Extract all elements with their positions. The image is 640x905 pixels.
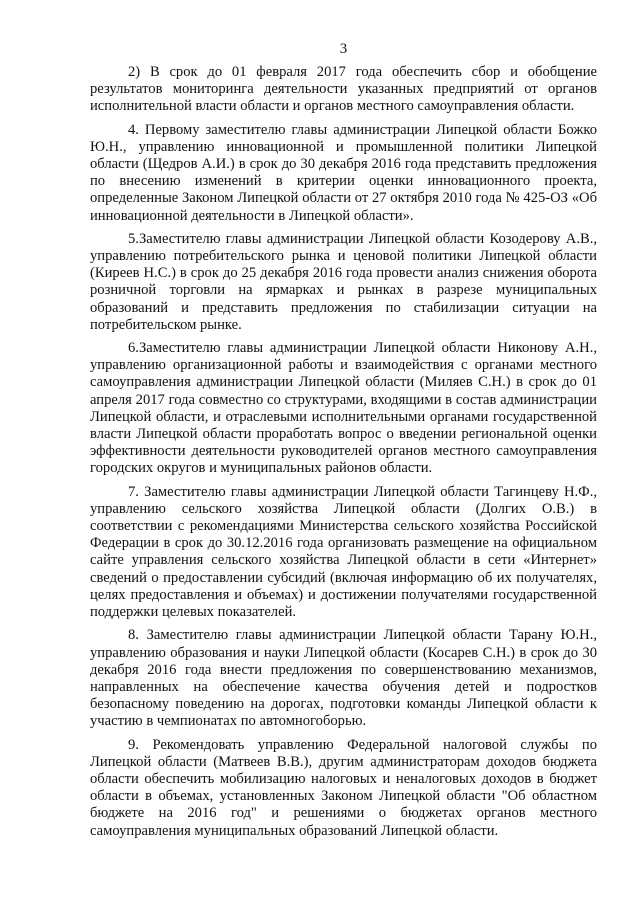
page-number: 3 [339, 41, 348, 57]
paragraph-item-2-subpoint: 2) В срок до 01 февраля 2017 года обеспечить сбор и обобщение результатов мониторинга деятельности указанных предприятий от органов исполнительной власти области и органов местного самоуправления области. [90, 64, 597, 115]
paragraph-item-5: 5.Заместителю главы администрации Липецкой области Козодерову А.В., управлению потребительского рынка и ценовой политики Липецкой области (Киреев Н.С.) в срок до 25 декабря 2016 года провести анализ снижения оборота розничной торговли на ярмарках и рынках в разрезе муниципальных образований и представить предложения по стабилизации ситуации на потребительском рынке. [90, 230, 597, 333]
paragraph-item-8: 8. Заместителю главы администрации Липецкой области Тарану Ю.Н., управлению образования и науки Липецкой области (Косарев С.Н.) в срок до 30 декабря 2016 года внести предложения по совершенствованию механизмов, направленных на обеспечение качества обучения детей и подростков безопасному поведению на дорогах, подготовки команды Липецкой области к участию в чемпионатах по автомногоборью. [90, 627, 597, 730]
paragraph-item-7: 7. Заместителю главы администрации Липецкой области Тагинцеву Н.Ф., управлению сельского хозяйства Липецкой области (Долгих О.В.) в соответствии с рекомендациями Министерства сельского хозяйства Российской Федерации в срок до 30.12.2016 года организовать размещение на официальном сайте управления сельского хозяйства Липецкой области в сети «Интернет» сведений о предоставлении субсидий (включая информацию об их получателях, целях предоставления и объемах) и достижении получателями государственной поддержки целевых показателей. [90, 483, 597, 621]
paragraph-item-6: 6.Заместителю главы администрации Липецкой области Никонову А.Н., управлению организационной работы и взаимодействия с органами местного самоуправления администрации Липецкой области (Миляев С.Н.) в срок до 01 апреля 2017 года совместно со структурами, входящими в состав администрации Липецкой области, и отраслевыми исполнительными органами государственной власти Липецкой области проработать вопрос о введении региональной оценки эффективности деятельности руководителей органов местного самоуправления городских округов и муниципальных районов области. [90, 340, 597, 477]
document-page [90, 40, 597, 846]
paragraph-item-9: 9. Рекомендовать управлению Федеральной налоговой службы по Липецкой области (Матвеев В.В.), другим администраторам доходов бюджета области обеспечить мобилизацию налоговых и неналоговых доходов в бюджет области в объемах, установленных Законом Липецкой области "Об областном бюджете на 2016 год" и решениями о бюджетах органов местного самоуправления муниципальных образований Липецкой области. [90, 736, 597, 839]
paragraph-item-4: 4. Первому заместителю главы администрации Липецкой области Божко Ю.Н., управлению инновационной и промышленной политики Липецкой области (Щедров А.И.) в срок до 30 декабря 2016 года представить предложения по внесению изменений в критерии оценки инновационного проекта, определенные Законом Липецкой области от 27 октября 2010 года № 425-ОЗ «Об инновационной деятельности в Липецкой области». [90, 121, 597, 224]
